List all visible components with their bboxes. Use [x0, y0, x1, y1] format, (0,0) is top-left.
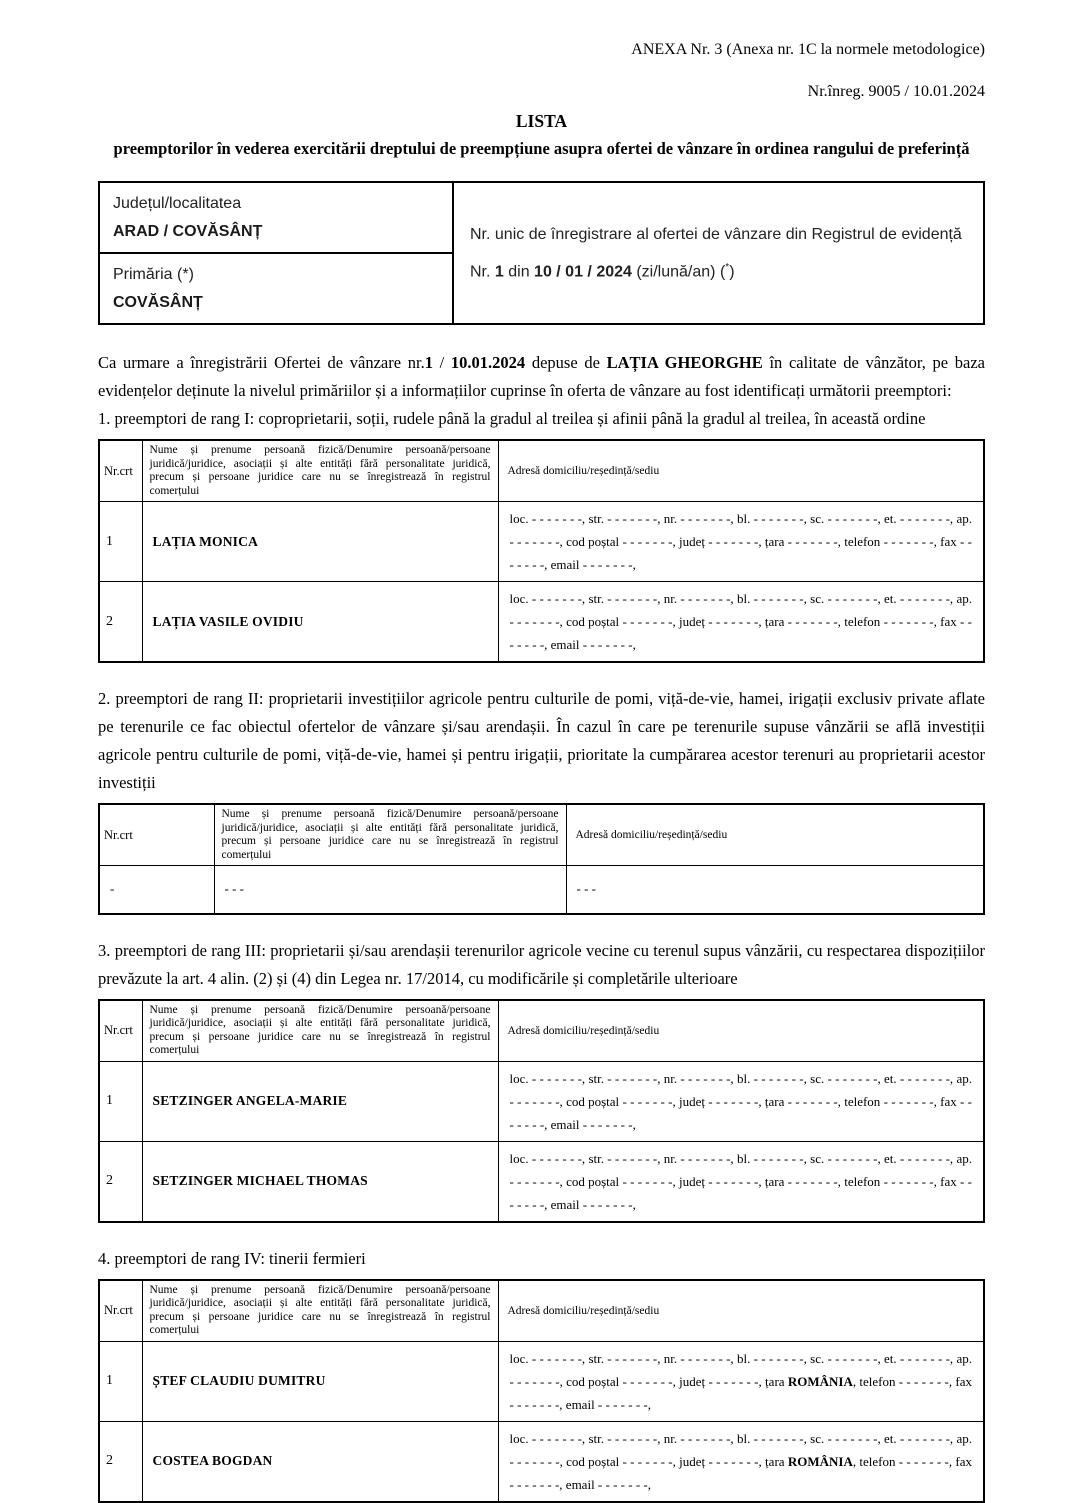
preemptor-address — [498, 582, 984, 663]
section-rang3-heading: 3. preemptori de rang III: proprietarii și/sau arendașii terenurilor agricole vecine cu terenul supus vânzării, cu respectarea dispozițiilor prevăzute la art. 4 alin. (2) și (4) din Legea nr. 17/2014, cu modificările și completările ulterioare — [98, 940, 985, 988]
primaria-cell — [99, 253, 453, 324]
preemptor-address — [498, 1341, 984, 1421]
row-number: 2 — [99, 582, 142, 663]
offer-date: 10.01.2024 — [450, 353, 526, 372]
address-post: , telefon - - - - - - -, fax - - - - - - -, email - - - - - - -, — [509, 614, 972, 652]
info-table — [98, 181, 985, 325]
table-rang1-header — [99, 440, 984, 502]
offer-registration-text: Nr. unic de înregistrare al ofertei de vânzare din Registrul de evidență — [470, 225, 962, 243]
address-pre: loc. - - - - - - -, str. - - - - - - -, nr. - - - - - - -, bl. - - - - - - -, sc. - - - - - - -, et. - - - - - - -, ap. - - - - - - -, cod poștal - - - - - - -, județ - - - - - - -, țara — [509, 1430, 972, 1469]
row-number: 1 — [99, 502, 142, 582]
preemptor-address: - - - — [566, 866, 984, 914]
address-country: - - - - - - - — [787, 1173, 838, 1189]
table-row — [99, 1061, 984, 1141]
offer-nr-value: 1 — [494, 263, 504, 281]
page-subtitle: preemptorilor în vederea exercitării dreptului de preempțiune asupra ofertei de vânzare în ordinea rangului de preferință — [113, 139, 970, 158]
column-header-address: Adresă domiciliu/reședință/sediu — [566, 804, 984, 866]
document-page — [98, 0, 985, 1503]
table-rang3 — [98, 999, 985, 1223]
row-number: 1 — [99, 1061, 142, 1141]
offer-registration-cell — [453, 182, 984, 324]
info-row-judet — [99, 182, 984, 253]
preemptor-address — [498, 1421, 984, 1502]
judet-cell — [99, 182, 453, 253]
intro-text: Ca urmare a înregistrării Ofertei de vânzare nr. — [98, 353, 425, 372]
table-row — [99, 1421, 984, 1502]
preemptor-name: ȘTEF CLAUDIU DUMITRU — [142, 1341, 498, 1421]
judet-value: ARAD / COVĂSÂNȚ — [113, 223, 263, 240]
primaria-label: Primăria (*) — [113, 266, 194, 283]
table-rang4-header — [99, 1280, 984, 1342]
preemptor-name: SETZINGER ANGELA-MARIE — [142, 1061, 498, 1141]
preemptor-name: - - - — [214, 866, 566, 914]
row-number: - — [99, 866, 214, 914]
address-pre: loc. - - - - - - -, str. - - - - - - -, nr. - - - - - - -, bl. - - - - - - -, sc. - - - - - - -, et. - - - - - - -, ap. - - - - - - -, cod poștal - - - - - - -, județ - - - - - - -, țara — [509, 1350, 972, 1389]
offer-number-line — [470, 253, 967, 286]
asterisk-superscript: * — [725, 261, 730, 273]
section-rang4-heading: 4. preemptori de rang IV: tinerii fermieri — [98, 1248, 366, 1268]
offer-paren-close: ) — [729, 263, 735, 281]
intro-paragraph — [98, 349, 985, 405]
section-rang2-heading: 2. preemptori de rang II: proprietarii investițiilor agricole pentru culturile de pomi, viță-de-vie, hamei, irigații exclusiv private aflate pe terenurile ce fac obiectul ofertelor de vânzare și/sau arendașii. În cazul în care pe terenurile supuse vânzării se află investiții agricole pentru culturile de pomi, viță-de-vie, hamei și pentru irigații, prioritate la cumpărarea acestor terenuri au proprietarii acestor investiții — [98, 689, 985, 792]
primaria-value: COVĂSÂNȚ — [113, 294, 203, 311]
intro-slash: / — [432, 353, 451, 372]
column-header-name: Nume și prenume persoană fizică/Denumire persoană/persoane juridică/juridice, asociații și alte entități fără personalitate juridică, precum și persoane juridice care nu se înregistrează în registrul comerțului — [142, 440, 498, 502]
offer-number: 1 — [424, 353, 433, 372]
section-rang1-heading: 1. preemptori de rang I: coproprietarii, soții, rudele până la gradul al treilea și afinii până la gradul al treilea, în această ordine — [98, 409, 926, 428]
offer-date-value: 10 / 01 / 2024 — [534, 263, 632, 281]
column-header-nr: Nr.crt — [99, 440, 142, 502]
preemptor-name: COSTEA BOGDAN — [142, 1421, 498, 1502]
address-post: , telefon - - - - - - -, fax - - - - - - -, email - - - - - - -, — [509, 1373, 972, 1412]
table-rang2-header — [99, 804, 984, 866]
preemptor-address — [498, 1061, 984, 1141]
address-pre: loc. - - - - - - -, str. - - - - - - -, nr. - - - - - - -, bl. - - - - - - -, sc. - - - - - - -, et. - - - - - - -, ap. - - - - - - -, cod poștal - - - - - - -, județ - - - - - - -, țara — [509, 511, 972, 549]
judet-label: Județul/localitatea — [113, 195, 242, 212]
column-header-name: Nume și prenume persoană fizică/Denumire persoană/persoane juridică/juridice, asociații și alte entități fără personalitate juridică, precum și persoane juridice care nu se înregistrează în registrul comerțului — [214, 804, 566, 866]
address-pre: loc. - - - - - - -, str. - - - - - - -, nr. - - - - - - -, bl. - - - - - - -, sc. - - - - - - -, et. - - - - - - -, ap. - - - - - - -, cod poștal - - - - - - -, județ - - - - - - -, țara — [509, 1070, 972, 1109]
anexa-line: ANEXA Nr. 3 (Anexa nr. 1C la normele metodologice) — [631, 41, 985, 58]
preemptor-name: SETZINGER MICHAEL THOMAS — [142, 1141, 498, 1222]
preemptor-name: LAȚIA MONICA — [142, 502, 498, 582]
intro-text-2: depuse de — [525, 353, 607, 372]
table-row — [99, 866, 984, 914]
page-title: LISTA — [515, 111, 568, 131]
column-header-nr: Nr.crt — [99, 804, 214, 866]
address-country: ROMÂNIA — [787, 1453, 853, 1469]
row-number: 2 — [99, 1141, 142, 1222]
address-pre: loc. - - - - - - -, str. - - - - - - -, nr. - - - - - - -, bl. - - - - - - -, sc. - - - - - - -, et. - - - - - - -, ap. - - - - - - -, cod poștal - - - - - - -, județ - - - - - - -, țara — [509, 591, 972, 629]
offer-date-suffix: (zi/lună/an) ( — [631, 263, 726, 281]
offer-nr-din: din — [503, 263, 535, 281]
address-post: , telefon - - - - - - -, fax - - - - - - -, email - - - - - - -, — [509, 1453, 972, 1492]
table-row — [99, 1341, 984, 1421]
registration-number-line: Nr.înreg. 9005 / 10.01.2024 — [807, 83, 985, 100]
address-country: - - - - - - - — [787, 614, 838, 629]
column-header-address: Adresă domiciliu/reședință/sediu — [498, 1000, 984, 1062]
row-number: 2 — [99, 1421, 142, 1502]
table-row — [99, 502, 984, 582]
table-rang4 — [98, 1279, 985, 1503]
preemptor-address — [498, 1141, 984, 1222]
column-header-name: Nume și prenume persoană fizică/Denumire persoană/persoane juridică/juridice, asociații și alte entități fără personalitate juridică, precum și persoane juridice care nu se înregistrează în registrul comerțului — [142, 1280, 498, 1342]
address-post: , telefon - - - - - - -, fax - - - - - - -, email - - - - - - -, — [509, 1093, 972, 1132]
table-rang1 — [98, 439, 985, 663]
seller-name: LAȚIA GHEORGHE — [606, 353, 763, 372]
table-rang3-header — [99, 1000, 984, 1062]
row-number: 1 — [99, 1341, 142, 1421]
preemptor-address — [498, 502, 984, 582]
intro-text-3: în calitate de vânzător, pe baza evidențelor deținute la nivelul primăriilor și a informațiilor cuprinse în oferta de vânzare au fost identificați următorii preemptori: — [98, 353, 985, 400]
column-header-name: Nume și prenume persoană fizică/Denumire persoană/persoane juridică/juridice, asociații și alte entități fără personalitate juridică, precum și persoane juridice care nu se înregistrează în registrul comerțului — [142, 1000, 498, 1062]
address-country: ROMÂNIA — [787, 1373, 853, 1389]
table-row — [99, 1141, 984, 1222]
address-post: , telefon - - - - - - -, fax - - - - - - -, email - - - - - - -, — [509, 534, 972, 572]
preemptor-name: LAȚIA VASILE OVIDIU — [142, 582, 498, 663]
address-pre: loc. - - - - - - -, str. - - - - - - -, nr. - - - - - - -, bl. - - - - - - -, sc. - - - - - - -, et. - - - - - - -, ap. - - - - - - -, cod poștal - - - - - - -, județ - - - - - - -, țara — [509, 1150, 972, 1189]
column-header-address: Adresă domiciliu/reședință/sediu — [498, 1280, 984, 1342]
offer-nr-prefix: Nr. — [470, 263, 495, 281]
column-header-nr: Nr.crt — [99, 1280, 142, 1342]
address-country: - - - - - - - — [787, 1093, 838, 1109]
table-rang2 — [98, 803, 985, 915]
column-header-nr: Nr.crt — [99, 1000, 142, 1062]
table-row — [99, 582, 984, 663]
column-header-address: Adresă domiciliu/reședință/sediu — [498, 440, 984, 502]
address-post: , telefon - - - - - - -, fax - - - - - - -, email - - - - - - -, — [509, 1173, 972, 1212]
address-country: - - - - - - - — [787, 534, 838, 549]
